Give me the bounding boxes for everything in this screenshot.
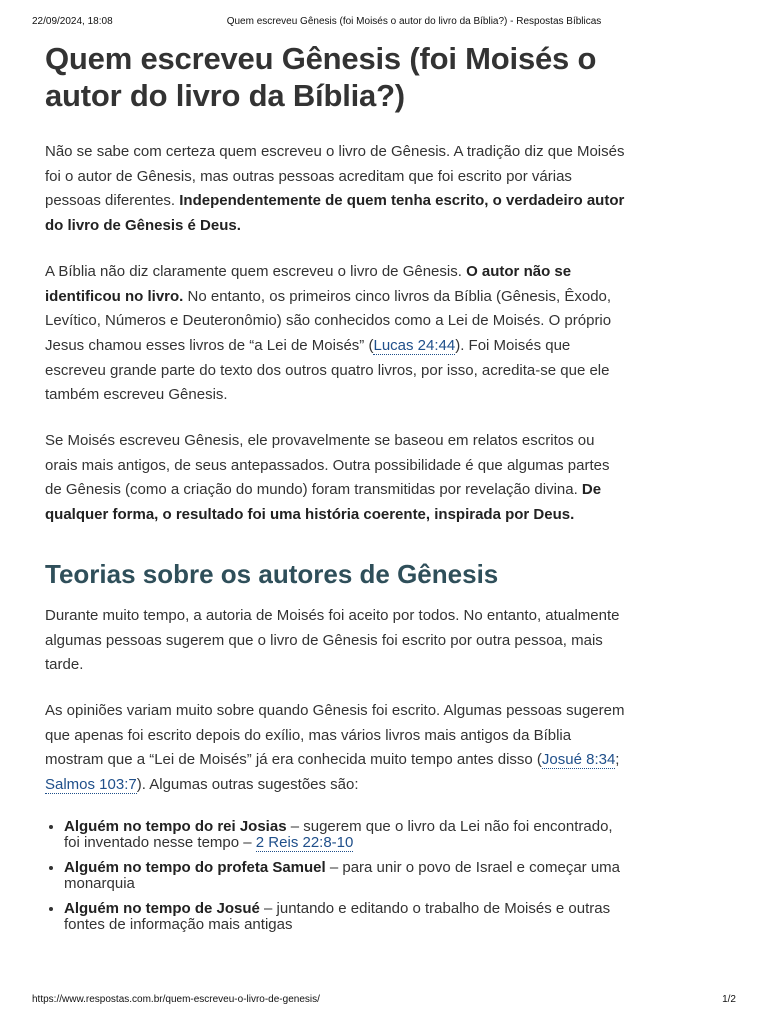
list-item — [64, 860, 625, 893]
list-item-text: – sugerem que o livro da Lei não foi encontrado, foi inventado nesse tempo – — [64, 817, 613, 852]
print-page-title: Quem escreveu Gênesis (foi Moisés o autor do livro da Bíblia?) - Respostas Bíblicas — [226, 16, 602, 27]
list-item-text: – para unir o povo de Israel e começar uma monarquia — [64, 858, 621, 893]
link-salmos-103-7[interactable]: Salmos 103:7 — [45, 776, 137, 794]
article-title: Quem escreveu Gênesis (foi Moisés o autor do livro da Bíblia?) — [45, 41, 597, 113]
list-item-bold: Alguém no tempo de Josué — [64, 899, 260, 917]
paragraph-2 — [45, 260, 625, 408]
list-item-text: – juntando e editando o trabalho de Moisés e outras fontes de informação mais antigas — [64, 899, 611, 934]
print-header — [32, 16, 736, 30]
page-number: 1/2 — [722, 994, 736, 1005]
paragraph-text: ). Algumas outras sugestões são: — [136, 776, 359, 794]
list-item-bold: Alguém no tempo do rei Josias — [64, 817, 287, 835]
paragraph-1 — [45, 140, 625, 239]
suggestions-list — [45, 819, 625, 934]
paragraph-bold: O autor não se identificou no livro. — [45, 262, 572, 305]
paragraph-text: ). Foi Moisés que escreveu grande parte do texto dos outros quatro livros, por isso, acredita-se que ele também escreveu Gênesis. — [45, 336, 610, 404]
print-url: https://www.respostas.com.br/quem-escreveu-o-livro-de-genesis/ — [32, 994, 320, 1005]
paragraph-text: As opiniões variam muito sobre quando Gênesis foi escrito. Algumas pessoas sugerem que apenas foi escrito depois do exílio, mas vários livros mais antigos da Bíblia mostram que a “Lei de Moisés” já era conhecida muito tempo antes disso ( — [45, 701, 625, 769]
paragraph-4: Durante muito tempo, a autoria de Moisés foi aceito por todos. No entanto, atualmente algumas pessoas sugerem que o livro de Gênesis foi escrito por outra pessoa, mais tarde. — [45, 606, 620, 674]
paragraph-5 — [45, 699, 625, 798]
link-lucas-24-44[interactable]: Lucas 24:44 — [373, 336, 456, 354]
print-datetime: 22/09/2024, 18:08 — [32, 16, 113, 27]
list-item — [64, 819, 625, 852]
paragraph-text: A Bíblia não diz claramente quem escreveu o livro de Gênesis. — [45, 262, 467, 280]
paragraph-bold: Independentemente de quem tenha escrito, o verdadeiro autor do livro de Gênesis é Deus. — [45, 192, 625, 235]
paragraph-3 — [45, 429, 625, 528]
separator: ; — [615, 751, 620, 769]
list-item — [64, 901, 625, 934]
section-heading: Teorias sobre os autores de Gênesis — [45, 558, 499, 589]
article — [45, 40, 625, 942]
print-footer — [32, 994, 736, 1008]
list-item-bold: Alguém no tempo do profeta Samuel — [64, 858, 326, 876]
paragraph-text: No entanto, os primeiros cinco livros da Bíblia (Gênesis, Êxodo, Levítico, Números e Deuteronômio) são conhecidos como a Lei de Moisés. O próprio Jesus chamou esses livros de “a Lei de Moisés” ( — [45, 287, 612, 354]
link-2-reis-22-8-10[interactable]: 2 Reis 22:8-10 — [255, 834, 354, 852]
link-josue-8-34[interactable]: Josué 8:34 — [541, 751, 616, 769]
paragraph-text: Se Moisés escreveu Gênesis, ele provavelmente se baseou em relatos escritos ou orais mais antigos, de seus antepassados. Outra possibilidade é que algumas partes de Gênesis (como a criação do mundo) foram transmitidas por revelação divina. — [45, 432, 610, 499]
paragraph-text: Não se sabe com certeza quem escreveu o livro de Gênesis. A tradição diz que Moisés foi o autor de Gênesis, mas outras pessoas acreditam que foi escrito por várias pessoas diferentes. — [45, 143, 625, 210]
paragraph-bold: De qualquer forma, o resultado foi uma história coerente, inspirada por Deus. — [45, 481, 602, 524]
